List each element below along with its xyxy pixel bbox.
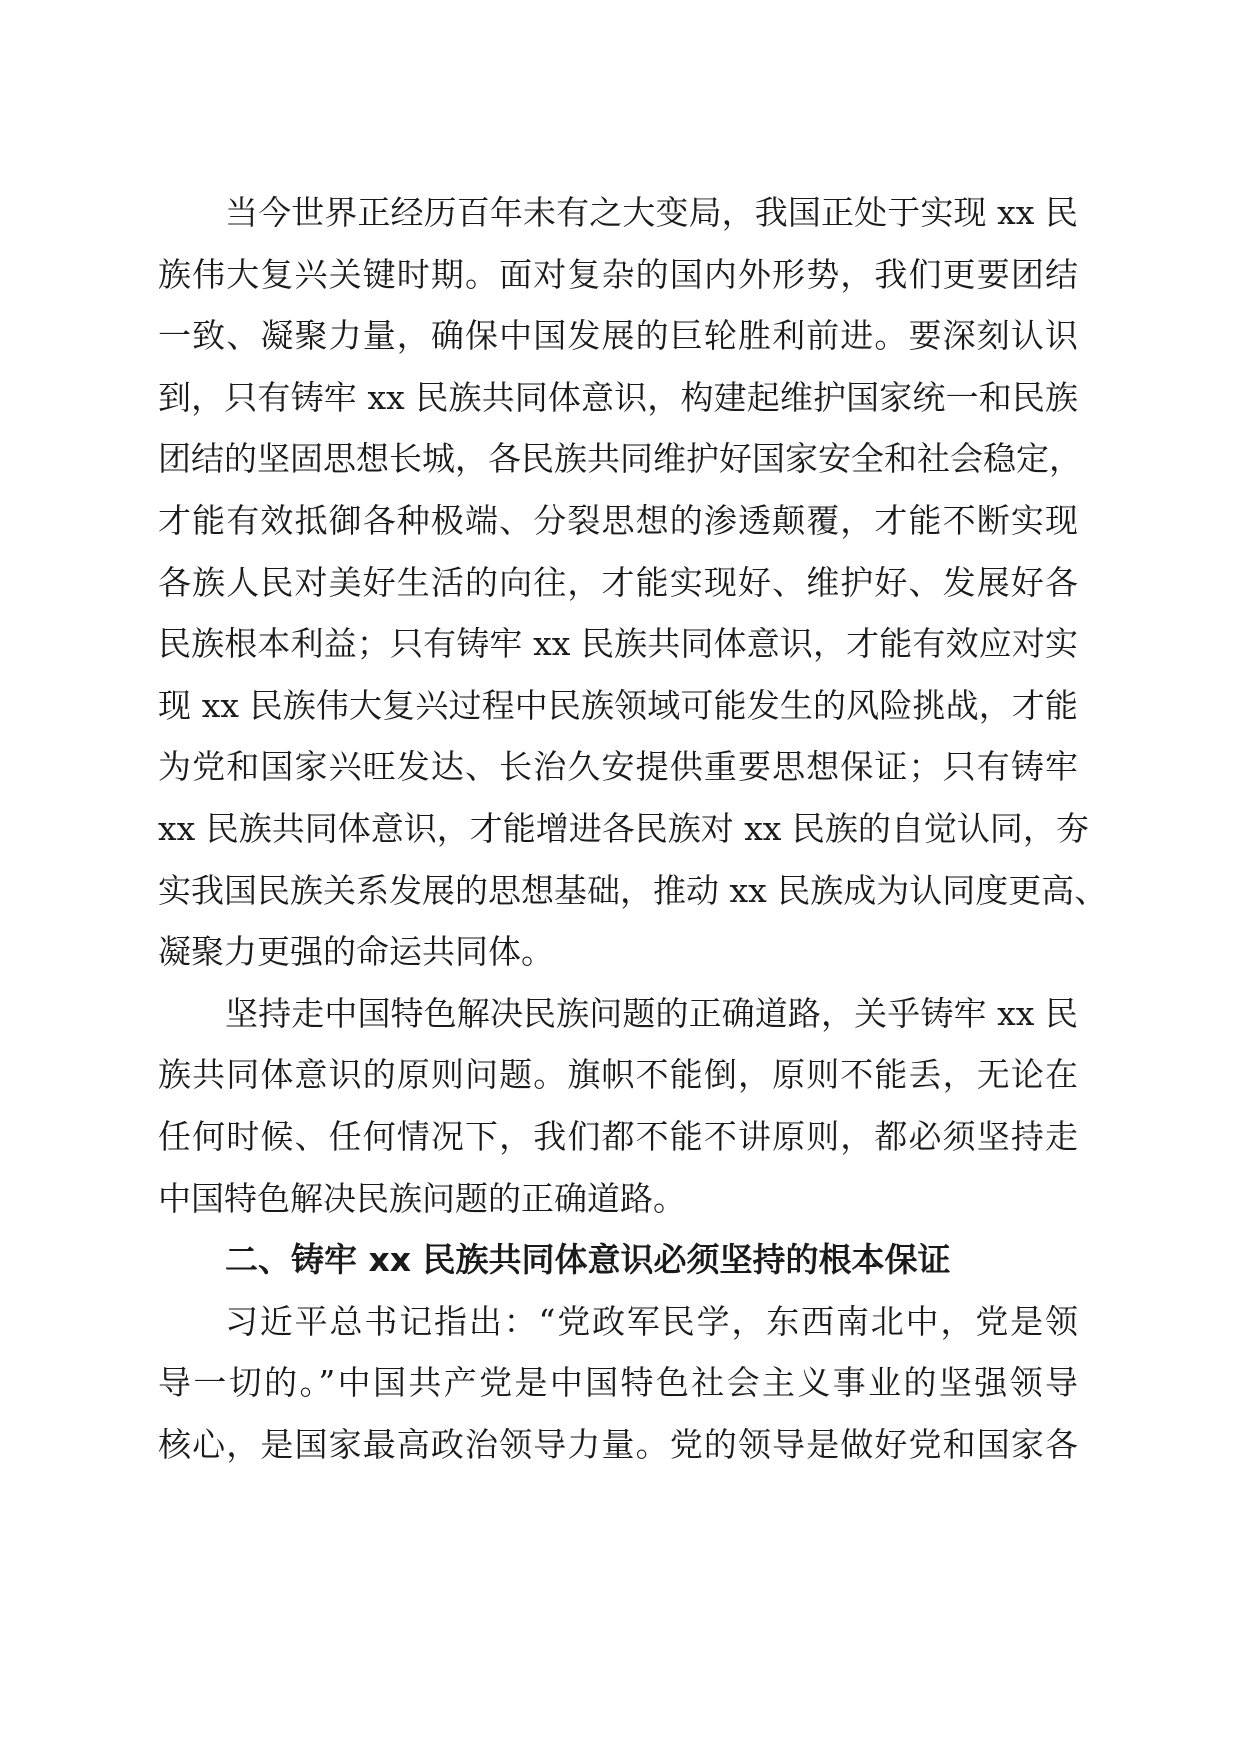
text-line: 习近平总书记指出：“党政军民学，东西南北中，党是领 [225,1301,1078,1341]
text-line: 凝聚力更强的命运共同体。 [158,932,554,972]
text-line: 各族人民对美好生活的向往，才能实现好、维护好、发展好各 [158,562,1078,602]
text-line: 族共同体意识的原则问题。旗帜不能倒，原则不能丢，无论在 [158,1055,1078,1095]
text-line: 当今世界正经历百年未有之大变局，我国正处于实现 xx 民 [225,193,1078,232]
paragraph-1 [158,182,1108,983]
section-heading [158,1229,1098,1291]
text-line: 核心，是国家最高政治领导力量。党的领导是做好党和国家各 [158,1424,1078,1464]
text-line: 任何时候、任何情况下，我们都不能不讲原则，都必须坚持走 [158,1116,1078,1156]
text-line: 团结的坚固思想长城，各民族共同维护好国家安全和社会稳定， [158,439,1082,479]
text-line: 实我国民族关系发展的思想基础，推动 xx 民族成为认同度更高、 [158,870,1108,910]
paragraph-3 [158,1291,1098,1476]
text-line: 一致、凝聚力量，确保中国发展的巨轮胜利前进。要深刻认识 [158,316,1078,356]
text-line: 现 xx 民族伟大复兴过程中民族领域可能发生的风险挑战，才能 [158,685,1078,725]
text-line: 民族根本利益；只有铸牢 xx 民族共同体意识，才能有效应对实 [158,624,1078,664]
text-line: xx 民族共同体意识，才能增进各民族对 xx 民族的自觉认同，夯 [158,808,1089,848]
text-line: 为党和国家兴旺发达、长治久安提供重要思想保证；只有铸牢 [158,747,1078,787]
text-line: 导一切的。”中国共产党是中国特色社会主义事业的坚强领导 [158,1363,1078,1403]
text-line: 到，只有铸牢 xx 民族共同体意识，构建起维护国家统一和民族 [158,377,1078,417]
text-line: 中国特色解决民族问题的正确道路。 [158,1178,686,1218]
document-body [158,182,1108,1475]
text-line: 坚持走中国特色解决民族问题的正确道路，关乎铸牢 xx 民 [225,993,1078,1033]
paragraph-2 [158,983,1098,1229]
heading-text: 二、铸牢 xx 民族共同体意识必须坚持的根本保证 [225,1240,951,1280]
text-line: 族伟大复兴关键时期。面对复杂的国内外形势，我们更要团结 [158,254,1078,294]
text-line: 才能有效抵御各种极端、分裂思想的渗透颠覆，才能不断实现 [158,500,1078,540]
